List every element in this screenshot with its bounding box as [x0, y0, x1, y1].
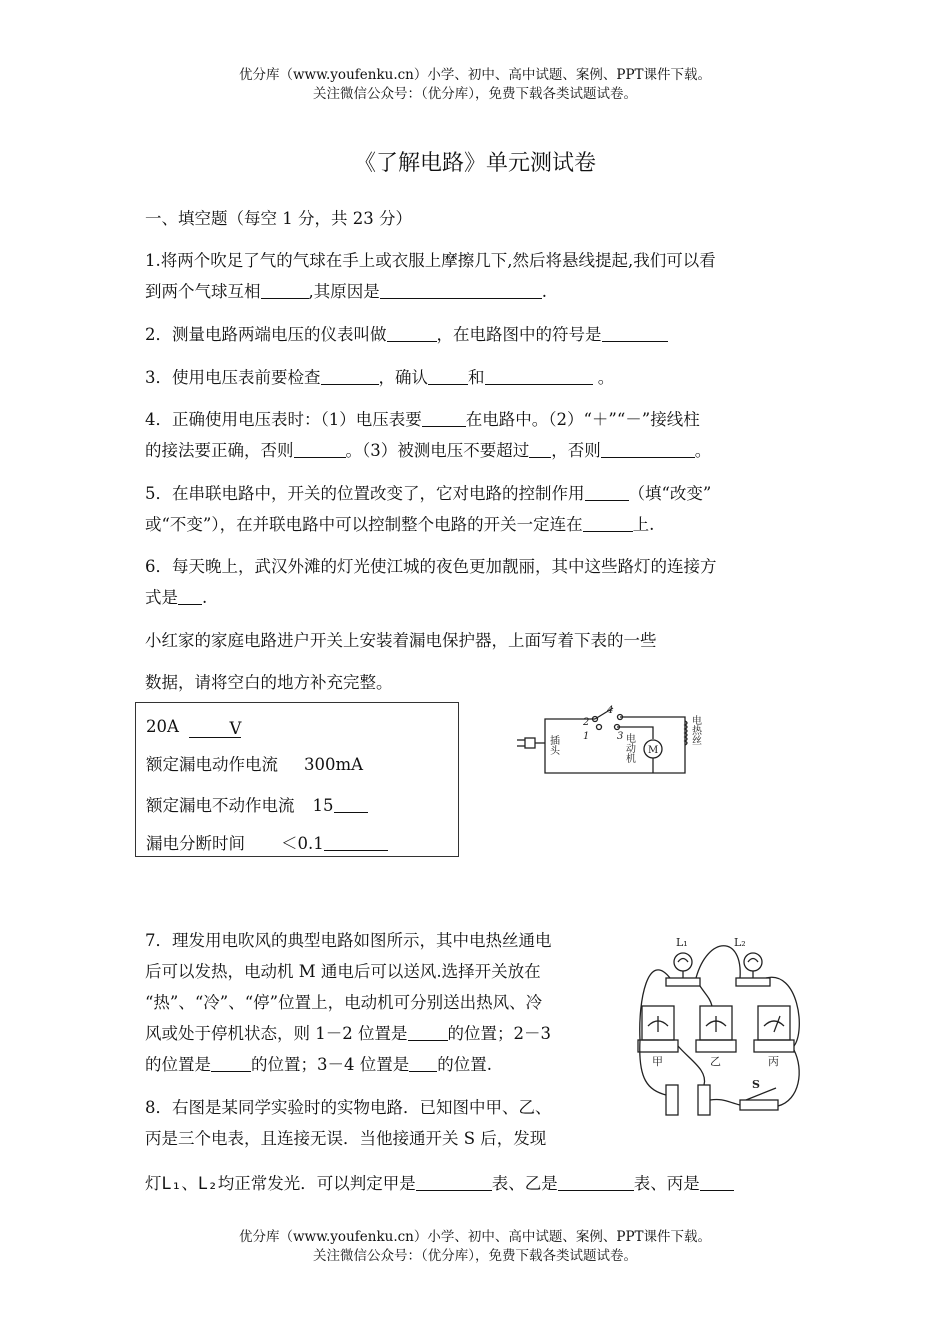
q4-blank-2: [294, 439, 346, 458]
q4-blank-1: [422, 408, 466, 427]
hair-dryer-circuit-figure: [505, 705, 705, 785]
q3-text-d: 。: [592, 368, 615, 387]
table-r4-value: ＜0.1: [281, 834, 324, 853]
question-8: [145, 1092, 625, 1154]
question-8-line-3: [145, 1168, 810, 1199]
q5-text-a: 5．在串联电路中，开关的位置改变了，它对电路的控制作用: [145, 484, 585, 503]
meter-bing-needle: [774, 1016, 780, 1032]
lamp-L2-bulb: [744, 953, 762, 971]
question-2: [145, 319, 810, 350]
question-4: [145, 404, 810, 466]
wire-2: [696, 946, 740, 978]
table-r1-blank: [189, 719, 241, 738]
q4-blank-3: [529, 439, 551, 458]
q7-line-4b: 的位置；2－3: [447, 1024, 551, 1043]
q6-text-c: .: [202, 588, 208, 607]
wire-7: [778, 1050, 799, 1106]
heater-label: 电热丝: [689, 715, 701, 745]
q8-blank-3: [700, 1172, 734, 1191]
q2-blank-1: [387, 323, 437, 342]
q8-sep: 、: [181, 1174, 198, 1193]
q8-line-2: 丙是三个电表，且连接无误．当他接通开关 S 后，发现: [145, 1129, 547, 1148]
q3-blank-2: [428, 366, 468, 385]
table-r1-label: 20A: [146, 717, 179, 736]
q6-text-a: 6．每天晚上，武汉外滩的灯光使江城的夜色更加靓丽，其中这些路灯的连接方: [145, 557, 717, 576]
header-line-1: 优分库（www.youfenku.cn）小学、初中、高中试题、案例、PPT课件下载。: [238, 67, 712, 83]
q8-text-lamp: 灯: [145, 1174, 162, 1193]
wire-1: [640, 970, 670, 1095]
q8-text-d: 表、丙是: [633, 1174, 700, 1193]
wire-4: [700, 986, 712, 1006]
fig2-label-L2: L₂: [734, 936, 746, 949]
plug-label: 插头: [547, 735, 559, 755]
table-r3-blank: [334, 794, 368, 813]
q8-text-b: 均正常发光．可以判定甲是: [217, 1174, 416, 1193]
table-row-2: [146, 755, 363, 775]
meter-yi-base: [696, 1040, 736, 1052]
question-5: [145, 478, 810, 540]
label-3: 3: [617, 731, 624, 742]
q5-text-b: （填“改变”: [628, 484, 712, 503]
lamp-L2-filament: [748, 959, 758, 963]
switch-S-lever: [746, 1088, 776, 1100]
q4-blank-4: [601, 439, 695, 458]
question-6b-line-2: 数据，请将空白的地方补充完整。: [145, 673, 393, 692]
label-4: 4: [607, 705, 614, 716]
q4-text-d: 。（3）被测电压不要超过: [345, 441, 530, 460]
battery-1: [666, 1085, 678, 1115]
q1-text-c: ,其原因是: [308, 282, 380, 301]
table-r3-label: 额定漏电不动作电流: [146, 796, 295, 815]
q3-blank-3: [485, 366, 593, 385]
q3-text-a: 3．使用电压表前要检查: [145, 368, 321, 387]
q7-line-5a: 的位置是: [145, 1055, 211, 1074]
fig1-vertical-labels: [548, 714, 702, 763]
q8-text-c: 表、乙是: [491, 1174, 558, 1193]
header-line-2: 关注微信公众号：（优分库），免费下载各类试题试卷。: [313, 86, 637, 102]
label-2: 2: [583, 717, 590, 728]
footer-line-1: 优分库（www.youfenku.cn）小学、初中、高中试题、案例、PPT课件下载。: [238, 1229, 712, 1245]
q7-blank-1: [408, 1022, 448, 1041]
q6-text-b: 式是: [145, 588, 178, 607]
q7-line-5b: 的位置；3－4 位置是: [251, 1055, 410, 1074]
q7-blank-3: [409, 1053, 437, 1072]
meter-bing: [758, 1006, 790, 1040]
lamp-L1-base: [666, 978, 700, 986]
table-r4-label: 漏电分断时间: [146, 834, 245, 853]
fig2-label-S: S: [752, 1078, 760, 1091]
lamp-L1-filament: [678, 959, 688, 963]
question-7: [145, 925, 625, 1080]
q1-text-a: 1.将两个吹足了气的气球在手上或衣服上摩擦几下,然后将悬线提起,我们可以看: [145, 251, 716, 270]
lamp-L1-bulb: [674, 953, 692, 971]
plug-body: [525, 738, 535, 748]
q2-text-b: ，在电路图中的符号是: [436, 325, 602, 344]
fig2-label-bing: 丙: [768, 1055, 779, 1068]
table-r3-value: 15: [312, 796, 334, 815]
section-heading: 一、填空题（每空 1 分，共 23 分）: [145, 209, 412, 228]
meter-bing-base: [754, 1040, 794, 1052]
q8-blank-2: [558, 1172, 634, 1191]
motor-letter: M: [648, 745, 659, 756]
motor-label: 电动机: [623, 733, 635, 763]
table-r2-value: 300mA: [304, 755, 364, 774]
table-row-4: [146, 832, 388, 854]
q2-blank-2: [602, 323, 668, 342]
question-1: [145, 245, 810, 307]
q7-line-5c: 的位置.: [437, 1055, 492, 1074]
q8-line-1: 8．右图是某同学实验时的实物电路．已知图中甲、乙、: [145, 1098, 552, 1117]
q1-blank-1: [261, 280, 309, 299]
physical-circuit-figure: [628, 930, 808, 1125]
q5-text-d: 上.: [632, 515, 655, 534]
q4-text-b: 在电路中。（2）“＋”“－”接线柱: [465, 410, 700, 429]
q1-text-d: .: [541, 282, 547, 301]
q1-text-b: 到两个气球互相: [145, 282, 261, 301]
q6-blank-1: [178, 586, 202, 605]
q3-text-b: ，确认: [378, 368, 428, 387]
q7-blank-2: [211, 1053, 251, 1072]
table-row-3: [146, 794, 368, 816]
label-1: 1: [583, 731, 590, 742]
q4-text-a: 4．正确使用电压表时：（1）电压表要: [145, 410, 422, 429]
fig2-label-L1: L₁: [676, 936, 688, 949]
q7-line-2: 后可以发热，电动机 M 通电后可以送风.选择开关放在: [145, 962, 541, 981]
q2-text-a: 2．测量电路两端电压的仪表叫做: [145, 325, 387, 344]
question-6: [145, 551, 810, 613]
fig2-label-yi: 乙: [710, 1055, 721, 1068]
lamp-L2-base: [736, 978, 770, 986]
question-6b-line-1: 小红家的家庭电路进户开关上安装着漏电保护器，上面写着下表的一些: [145, 631, 657, 650]
q7-line-1: 7．理发用电吹风的典型电路如图所示，其中电热丝通电: [145, 931, 552, 950]
footer-line-2: 关注微信公众号：（优分库），免费下载各类试题试卷。: [313, 1248, 637, 1264]
page-title: 《了解电路》单元测试卷: [353, 151, 596, 176]
q4-text-e: ，否则: [551, 441, 601, 460]
q4-text-f: 。: [694, 441, 712, 460]
fig2-label-jia: 甲: [652, 1055, 663, 1068]
q5-blank-1: [585, 482, 629, 501]
q7-line-3: “热”、“冷”、“停”位置上，电动机可分别送出热风、冷: [145, 993, 543, 1012]
q4-text-c: 的接法要正确，否则: [145, 441, 294, 460]
q3-text-c: 和: [468, 368, 485, 387]
question-3: [145, 362, 810, 393]
table-r4-blank: [324, 832, 388, 851]
q3-blank-1: [321, 366, 379, 385]
q8-L2: L₂: [197, 1174, 218, 1193]
meter-jia-base: [638, 1040, 678, 1052]
q5-blank-2: [583, 513, 633, 532]
q7-line-4a: 风或处于停机状态，则 1－2 位置是: [145, 1024, 408, 1043]
leakage-protector-table: [135, 702, 459, 857]
q8-L1: L₁: [161, 1174, 182, 1193]
table-r1-unit: V: [229, 719, 242, 738]
heater-coil: [685, 721, 687, 745]
q8-blank-1: [416, 1172, 492, 1191]
table-r2-label: 额定漏电动作电流: [146, 755, 278, 774]
wire-6: [710, 1099, 740, 1105]
contact-1: [597, 725, 602, 730]
battery-2: [698, 1085, 710, 1115]
q1-blank-2: [380, 280, 542, 299]
switch-S-base: [740, 1100, 778, 1110]
meter-bing-scale: [764, 1021, 784, 1026]
table-row-1: [146, 717, 241, 738]
q5-text-c: 或“不变”），在并联电路中可以控制整个电路的开关一定连在: [145, 515, 583, 534]
wire-3: [766, 977, 799, 1046]
